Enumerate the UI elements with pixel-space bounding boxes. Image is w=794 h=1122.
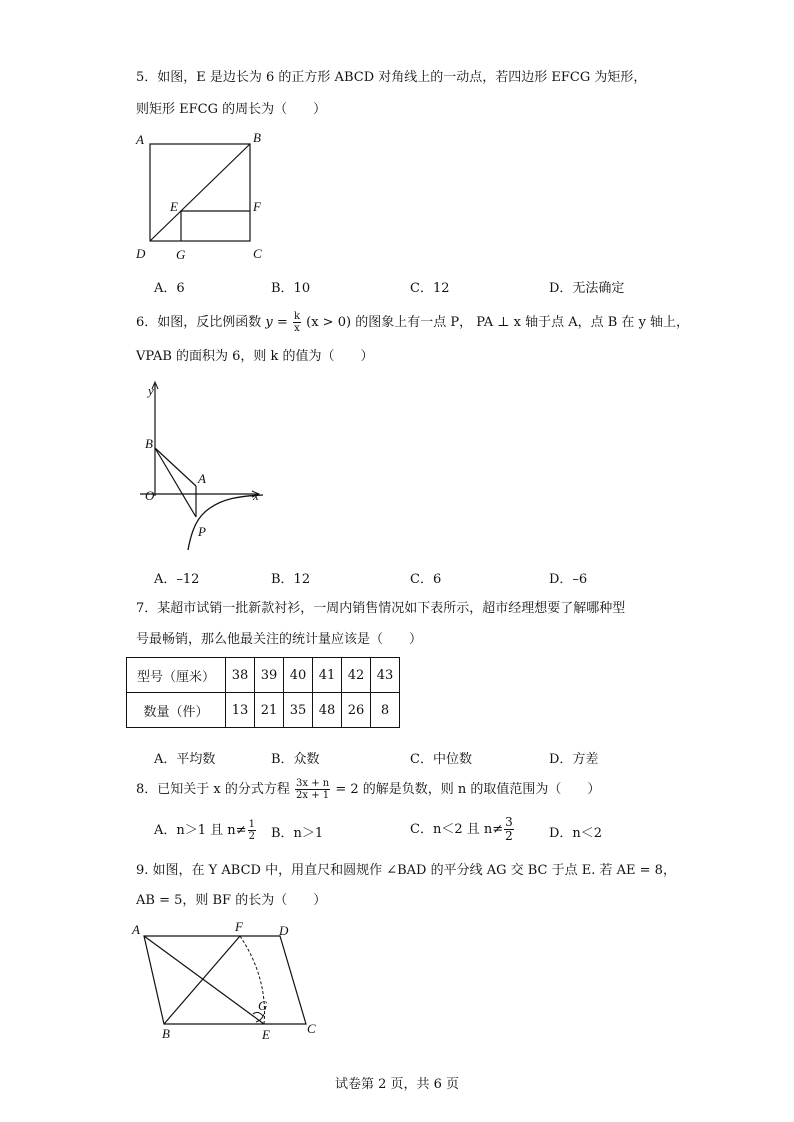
label-g: G — [258, 998, 268, 1013]
q7-stem-line1: 7．某超市试销一批新款衬衫，一周内销售情况如下表所示，超市经理想要了解哪种型 — [136, 601, 626, 616]
table-cell: 26 — [342, 693, 371, 728]
q6-stem-line1 — [136, 311, 689, 334]
q6-option-c: C．6 — [410, 572, 442, 587]
table-cell: 40 — [284, 658, 313, 693]
label-f: F — [235, 919, 243, 934]
hyperbola-curve — [188, 495, 263, 550]
q6-stem-line2: VPAB 的面积为 6，则 k 的值为（ ） — [136, 349, 374, 364]
q7-stem-line2: 号最畅销，那么他最关注的统计量应该是（ ） — [136, 632, 423, 647]
q8-prefix: 8．已知关于 x 的分式方程 — [136, 782, 290, 797]
label-a: A — [198, 471, 206, 486]
q8-suffix: = 2 的解是负数，则 n 的取值范围为（ ） — [335, 782, 601, 797]
q8-option-a-fraction — [248, 819, 256, 842]
table-header-quantity: 数量（件） — [127, 693, 226, 728]
table-row — [127, 658, 400, 693]
q8-option-a-den: 2 — [248, 831, 255, 842]
q6-option-b: B．12 — [271, 572, 311, 587]
label-o: O — [145, 488, 155, 503]
rectangle-efcg — [181, 211, 250, 241]
q6-option-d: D．–6 — [549, 572, 588, 587]
q7-option-c: C．中位数 — [410, 752, 472, 767]
q8-option-a-num: 1 — [248, 819, 255, 830]
table-cell: 42 — [342, 658, 371, 693]
q9-stem-line1: 9. 如图，在 Y ABCD 中，用直尺和圆规作 ∠BAD 的平分线 AG 交 BC 于点 E. 若 AE = 8， — [136, 863, 676, 878]
q6-frac-den: x — [294, 323, 300, 334]
q8-frac-den: 2x + 1 — [296, 790, 330, 801]
q9-stem-line2: AB = 5，则 BF 的长为（ ） — [136, 893, 327, 908]
table-cell: 38 — [226, 658, 255, 693]
segment-ba — [155, 448, 196, 486]
q6-cond: (x > 0) — [306, 315, 352, 330]
q8-option-d: D．n＜2 — [549, 826, 603, 841]
label-p: P — [198, 524, 206, 539]
label-c: C — [253, 246, 262, 261]
label-b: B — [253, 130, 261, 145]
table-cell: 43 — [371, 658, 400, 693]
label-d: D — [136, 246, 146, 261]
label-y: y — [148, 383, 154, 398]
q8-stem — [136, 778, 600, 802]
page-footer: 试卷第 2 页，共 6 页 — [334, 1077, 460, 1092]
diagonal-bd — [150, 144, 250, 241]
q6-suffix: 的图象上有一点 P， PA ⊥ x 轴于点 A，点 B 在 y 轴上， — [355, 315, 690, 330]
table-cell: 21 — [255, 693, 284, 728]
q8-option-a — [154, 818, 257, 844]
q7-sales-table — [126, 657, 400, 728]
label-f: F — [253, 199, 261, 214]
q6-formula-y: y = — [265, 315, 288, 330]
q6-figure-hyperbola — [138, 378, 278, 558]
label-g: G — [176, 247, 186, 262]
q6-fraction — [293, 311, 301, 334]
q5-option-d: D．无法确定 — [549, 281, 625, 296]
label-c: C — [307, 1021, 316, 1036]
table-cell: 35 — [284, 693, 313, 728]
q8-option-a-text: A．n＞1 且 n≠ — [154, 823, 247, 838]
q8-frac-num: 3x + n — [296, 778, 330, 789]
q7-option-a: A．平均数 — [154, 752, 216, 767]
q5-stem-line2: 则矩形 EFCG 的周长为（ ） — [136, 102, 327, 117]
q5-option-c: C．12 — [410, 281, 450, 296]
q8-option-c — [410, 816, 515, 844]
label-e: E — [262, 1027, 270, 1042]
parallelogram-abcd — [144, 936, 306, 1024]
q6-prefix: 6．如图，反比例函数 — [136, 315, 262, 330]
table-cell: 48 — [313, 693, 342, 728]
table-cell: 41 — [313, 658, 342, 693]
q8-option-c-den: 2 — [505, 829, 513, 843]
q9-figure-parallelogram — [128, 918, 328, 1043]
label-d: D — [279, 923, 289, 938]
label-a: A — [132, 922, 140, 937]
q5-stem-line1: 5．如图，E 是边长为 6 的正方形 ABCD 对角线上的一动点，若四边形 EFCG 为矩形， — [136, 70, 647, 85]
q8-option-c-text: C．n＜2 且 n≠ — [410, 822, 504, 837]
q6-frac-num: k — [293, 311, 300, 322]
q5-figure-square — [128, 128, 288, 268]
label-a: A — [136, 132, 144, 147]
q8-option-c-fraction — [504, 816, 514, 843]
segment-bp — [155, 448, 196, 517]
table-row — [127, 693, 400, 728]
label-e: E — [170, 199, 178, 214]
table-cell: 8 — [371, 693, 400, 728]
bisector-ae — [144, 936, 264, 1024]
q5-option-b: B．10 — [271, 281, 311, 296]
segment-bf — [164, 936, 240, 1024]
table-cell: 39 — [255, 658, 284, 693]
q6-option-a: A．–12 — [154, 572, 200, 587]
label-b: B — [145, 436, 153, 451]
q5-option-a: A．6 — [154, 281, 185, 296]
table-cell: 13 — [226, 693, 255, 728]
q8-fraction — [295, 778, 330, 801]
q8-option-b: B．n＞1 — [271, 826, 324, 841]
label-x: x — [253, 488, 259, 503]
q7-option-d: D．方差 — [549, 752, 599, 767]
q8-option-c-num: 3 — [505, 815, 513, 829]
table-header-model: 型号（厘米） — [127, 658, 226, 693]
q7-option-b: B．众数 — [271, 752, 320, 767]
label-b: B — [162, 1026, 170, 1041]
